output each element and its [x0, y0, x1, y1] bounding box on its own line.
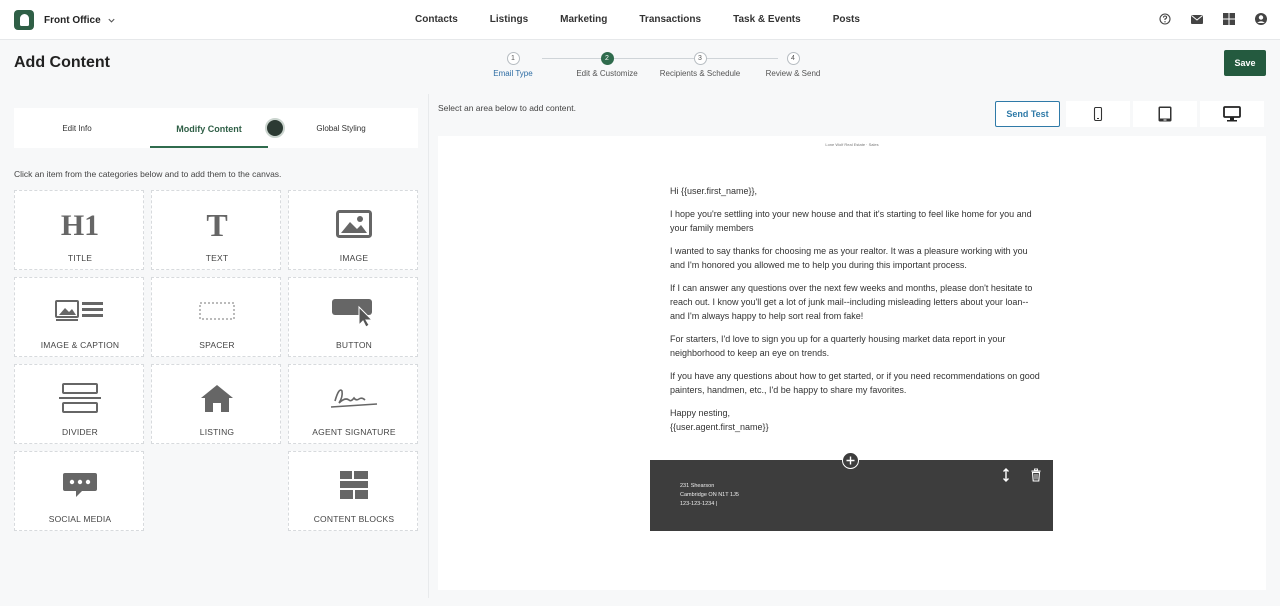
nav-transactions[interactable]: Transactions: [639, 14, 702, 25]
plus-icon: [843, 453, 858, 468]
email-paragraph: I wanted to say thanks for choosing me as your realtor. It was a pleasure working with you and I'm honored you allowed me to help you during this important process.: [670, 246, 1028, 270]
divider-icon: [58, 383, 102, 413]
step-label: Recipients & Schedule: [659, 69, 741, 78]
panel-divider: [428, 94, 429, 598]
button-icon: [331, 295, 377, 327]
blocks-icon: [339, 470, 369, 500]
footer-line: 123-123-1234 |: [680, 501, 718, 507]
trash-icon[interactable]: [1030, 468, 1042, 482]
stepper: [480, 52, 840, 84]
nav-marketing[interactable]: Marketing: [560, 14, 608, 25]
footer-line: 231 Shearson: [680, 483, 715, 489]
tile-label: SPACER: [199, 340, 235, 350]
email-text-block[interactable]: [670, 184, 1040, 434]
image-icon: [336, 210, 372, 238]
save-button[interactable]: Save: [1224, 50, 1266, 76]
desktop-icon: [1223, 106, 1241, 122]
step-review-send[interactable]: [738, 52, 848, 78]
email-header[interactable]: Lone Wolf Real Estate · Sales: [825, 142, 879, 147]
tile-label: TITLE: [67, 253, 93, 263]
text-icon: [202, 208, 232, 240]
device-mobile-button[interactable]: [1066, 101, 1130, 127]
tile-agent-signature[interactable]: [288, 364, 418, 444]
tab-edit-info[interactable]: Edit Info: [62, 124, 92, 133]
email-signoff: {{user.agent.first_name}}: [670, 422, 769, 432]
tile-label: DIVIDER: [62, 427, 98, 437]
tile-image-caption[interactable]: [14, 277, 144, 357]
nav-posts[interactable]: Posts: [832, 14, 860, 25]
move-vertical-icon[interactable]: [1000, 468, 1012, 482]
email-paragraph: I hope you're settling into your new house and that it's starting to feel like home for you and your family members: [670, 209, 1032, 233]
tile-title[interactable]: [14, 190, 144, 270]
step-label: Review & Send: [765, 69, 821, 78]
email-footer-block[interactable]: [650, 460, 1053, 531]
chat-icon: [62, 471, 98, 499]
account-icon[interactable]: [1254, 12, 1268, 26]
tile-listing[interactable]: [151, 364, 281, 444]
palette-instruction: Click an item from the categories below and to add them to the canvas.: [14, 169, 282, 179]
tab-modify-content[interactable]: Modify Content: [150, 108, 268, 148]
image-caption-icon: [55, 300, 105, 322]
tablet-icon: [1158, 106, 1172, 122]
content-palette-panel: [0, 94, 428, 600]
add-block-button[interactable]: [842, 452, 859, 469]
toggle-indicator[interactable]: [265, 118, 285, 138]
house-icon: [200, 383, 234, 413]
nav-icons: [1158, 12, 1268, 26]
tile-label: AGENT SIGNATURE: [312, 427, 396, 437]
top-nav: [0, 0, 1280, 40]
footer-address: [680, 482, 739, 509]
step-number: 3: [694, 52, 707, 65]
send-test-button[interactable]: Send Test: [995, 101, 1060, 127]
h1-icon: [57, 208, 103, 240]
email-closing: Happy nesting,: [670, 408, 731, 418]
tile-label: CONTENT BLOCKS: [313, 514, 395, 524]
nav-contacts[interactable]: Contacts: [415, 14, 458, 25]
help-icon[interactable]: [1158, 12, 1172, 26]
mail-icon[interactable]: [1190, 12, 1204, 26]
tile-label: SOCIAL MEDIA: [48, 514, 112, 524]
mobile-icon: [1093, 107, 1103, 121]
email-canvas[interactable]: [438, 136, 1266, 590]
brand-switcher[interactable]: [14, 10, 116, 30]
chevron-down-icon: [107, 16, 116, 25]
email-paragraph: For starters, I'd love to sign you up for a quarterly housing market data report in your neighborhood to keep an eye on trends.: [670, 334, 1006, 358]
tile-social-media[interactable]: [14, 451, 144, 531]
tab-global-styling[interactable]: Global Styling: [316, 124, 366, 133]
page-title: Add Content: [14, 54, 110, 71]
tile-label: IMAGE: [339, 253, 369, 263]
tile-image[interactable]: [288, 190, 418, 270]
step-number: 4: [787, 52, 800, 65]
signature-icon: [329, 385, 379, 411]
device-tablet-button[interactable]: [1133, 101, 1197, 127]
panel-tabs: [14, 108, 418, 148]
tile-text[interactable]: [151, 190, 281, 270]
svg-text:T: T: [206, 208, 228, 240]
step-number: 2: [601, 52, 614, 65]
email-paragraph: If I can answer any questions over the next few weeks and months, please don't hesitate to reach out. I know you'll get a lot of junk mail--including misleading letters about your loan--and I'm always happy to help sort real from fake!: [670, 283, 1033, 321]
svg-text:H1: H1: [60, 209, 100, 240]
tile-divider[interactable]: [14, 364, 144, 444]
footer-line: Cambridge ON N1T 1J5: [680, 492, 739, 498]
nav-task-events[interactable]: Task & Events: [733, 14, 801, 25]
device-desktop-button[interactable]: [1200, 101, 1264, 127]
tile-label: BUTTON: [336, 340, 372, 350]
step-label: Edit & Customize: [576, 69, 638, 78]
email-paragraph: If you have any questions about how to get started, or if you need recommendations on good painters, handmen, etc., I'd be happy to share my favorites.: [670, 371, 1040, 395]
canvas-hint: Select an area below to add content.: [438, 103, 576, 113]
step-label: Email Type: [493, 69, 533, 78]
tile-label: IMAGE & CAPTION: [40, 340, 120, 350]
tile-content-blocks[interactable]: [288, 451, 418, 531]
nav-listings[interactable]: Listings: [489, 14, 529, 25]
spacer-icon: [199, 302, 235, 320]
tile-button[interactable]: [288, 277, 418, 357]
step-number: 1: [507, 52, 520, 65]
leaf-logo-icon: [14, 10, 34, 30]
apps-icon[interactable]: [1222, 12, 1236, 26]
tile-spacer[interactable]: [151, 277, 281, 357]
brand-name: Front Office: [44, 14, 101, 26]
tile-label: LISTING: [199, 427, 235, 437]
email-greeting: Hi {{user.first_name}},: [670, 186, 758, 196]
tile-label: TEXT: [205, 253, 229, 263]
main-nav: [415, 14, 892, 25]
